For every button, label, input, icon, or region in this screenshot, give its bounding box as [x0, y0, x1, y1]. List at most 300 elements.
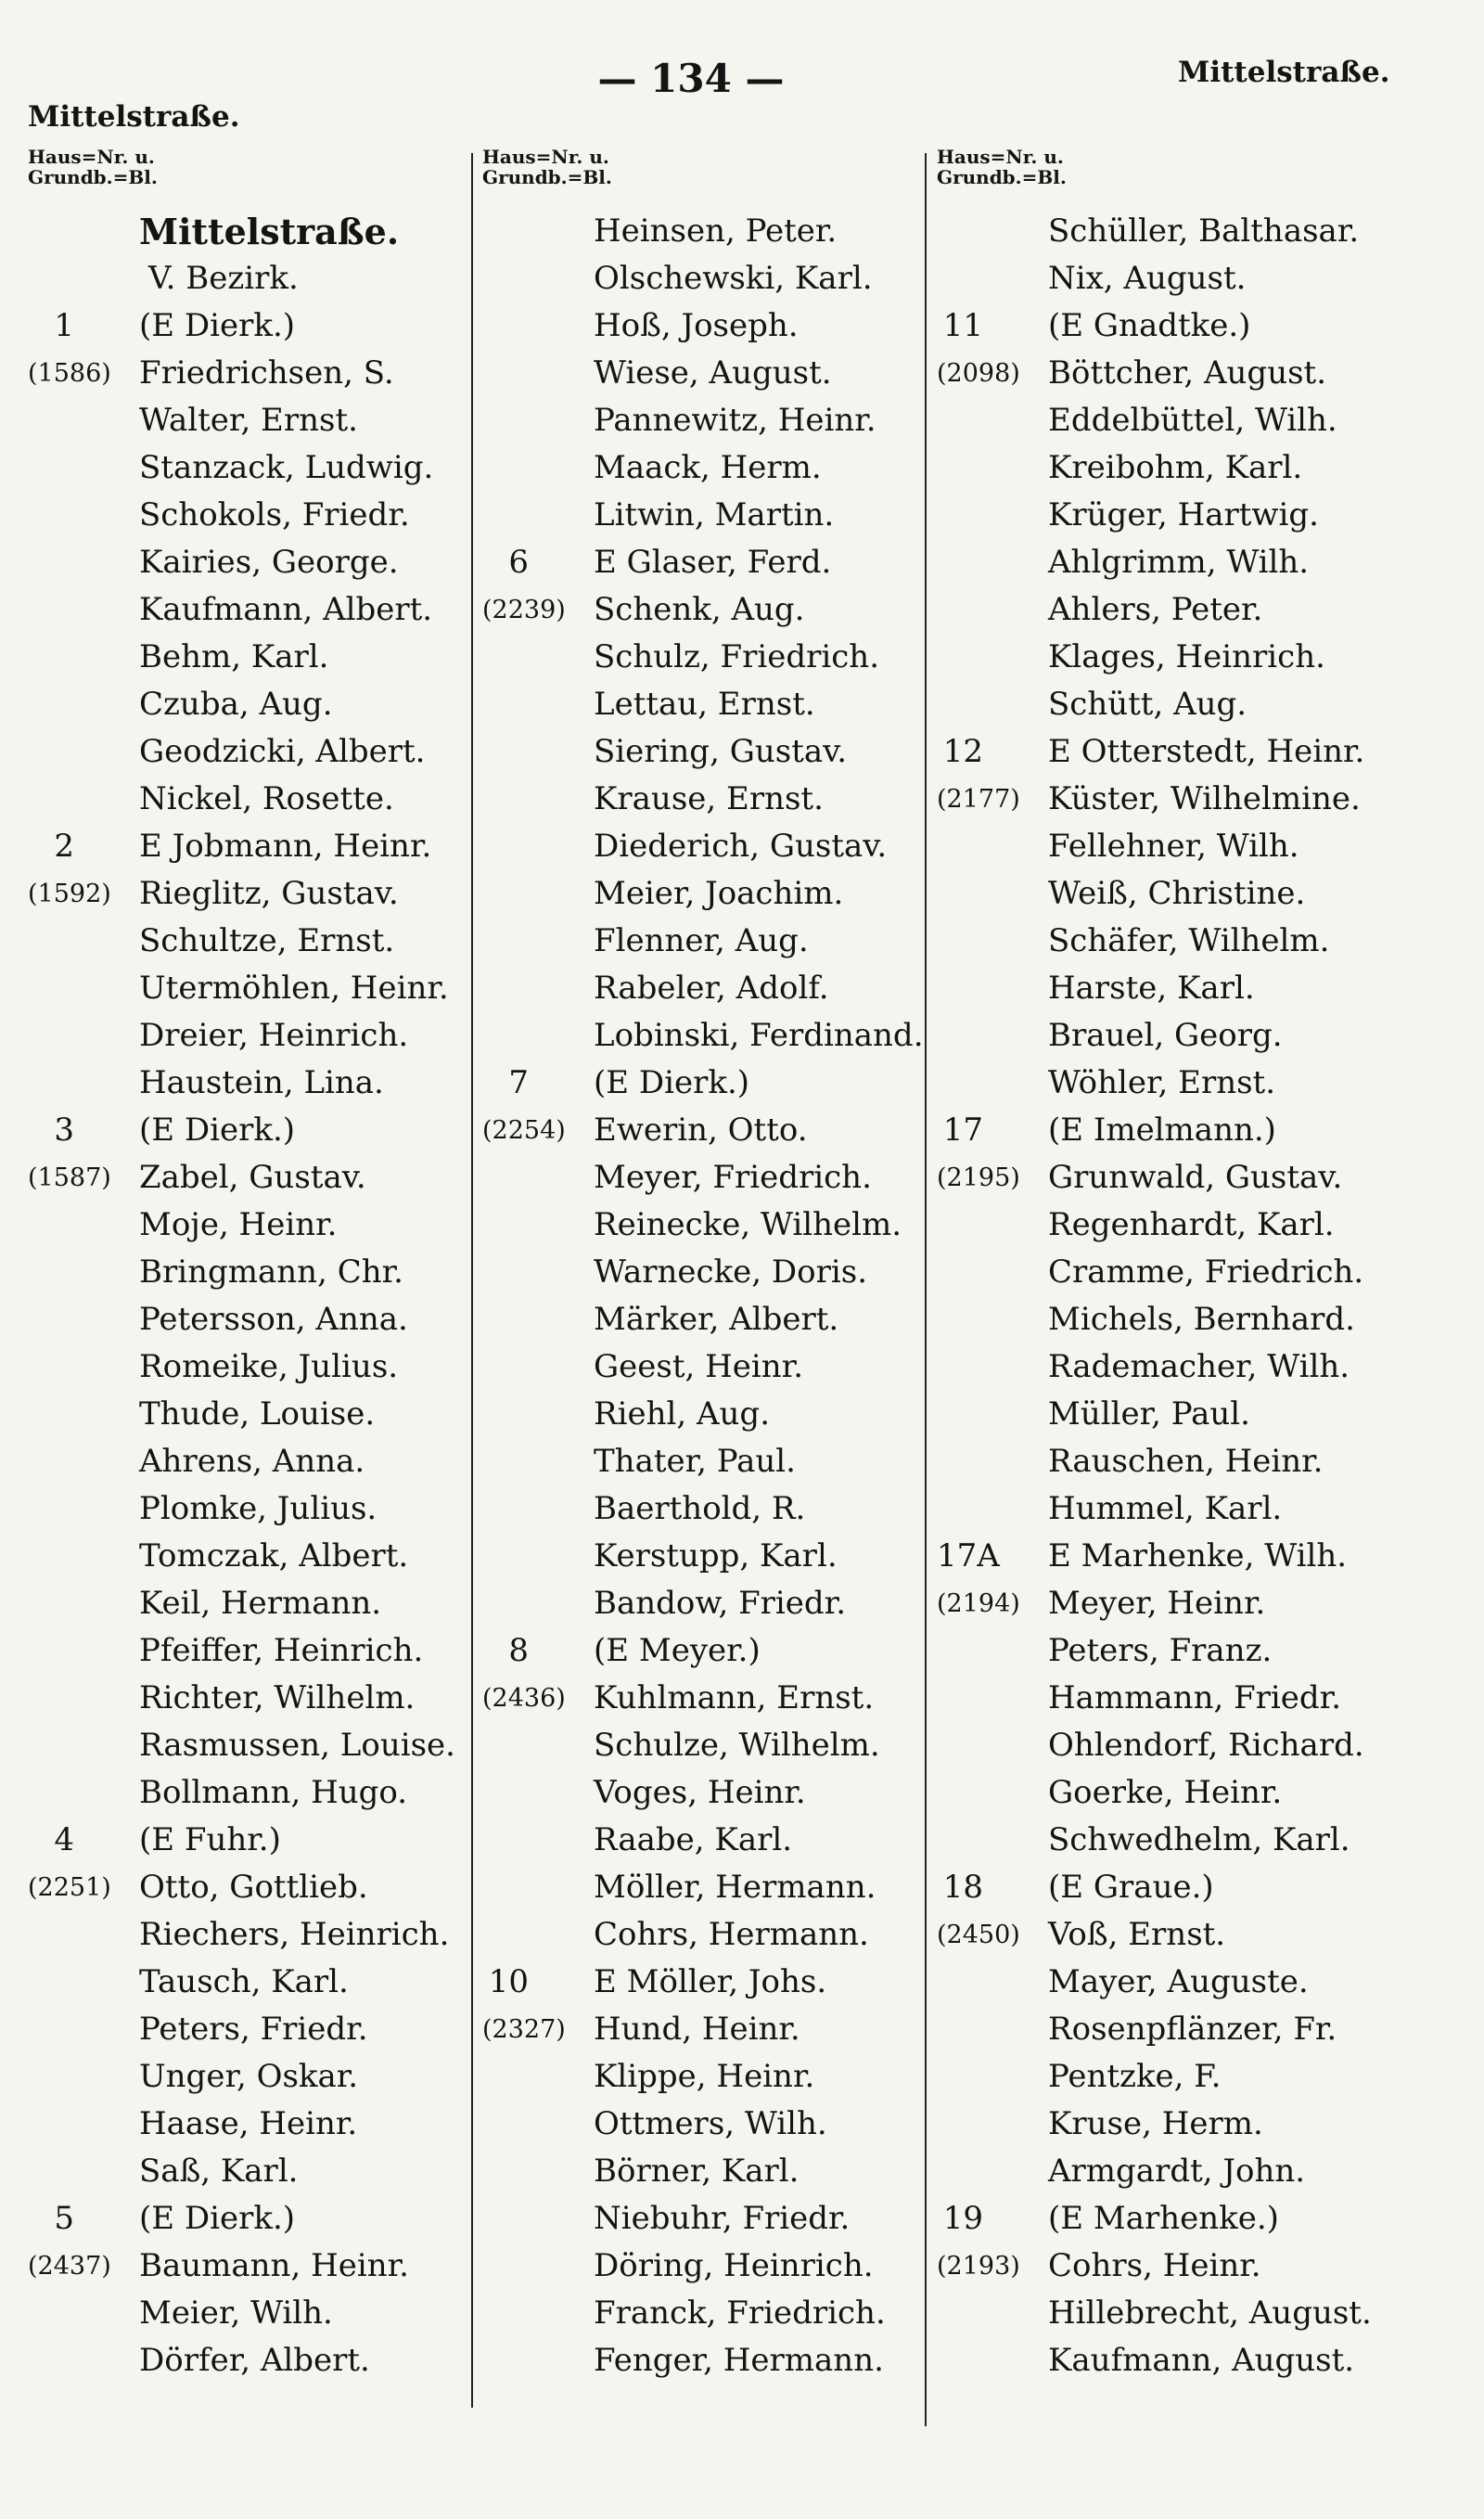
directory-line — [482, 2337, 918, 2384]
column-head-line2: Grundb.=Bl. — [28, 166, 158, 188]
directory-line — [937, 2337, 1373, 2384]
house-number: 3 — [54, 1112, 74, 1149]
directory-line — [937, 1959, 1373, 2006]
directory-line — [937, 2148, 1373, 2195]
directory-line — [937, 776, 1373, 823]
resident-name: Geest, Heinr. — [594, 1348, 803, 1385]
resident-name: Klippe, Heinr. — [594, 2058, 815, 2095]
house-entry: (E Dierk.) — [139, 1112, 296, 1149]
resident-name: Cohrs, Hermann. — [594, 1916, 869, 1953]
resident-name: Hoß, Joseph. — [594, 307, 799, 344]
directory-line — [937, 681, 1373, 728]
resident-name: Lettau, Ernst. — [594, 686, 815, 723]
resident-name: Czuba, Aug. — [139, 686, 333, 723]
entry-list — [28, 302, 464, 2384]
resident-name: Krüger, Hartwig. — [1048, 496, 1319, 533]
directory-line — [937, 2101, 1373, 2148]
resident-name: Kairies, George. — [139, 544, 399, 581]
directory-line — [482, 1675, 918, 1722]
column-head — [937, 147, 1373, 208]
directory-line — [937, 492, 1373, 539]
resident-name: Schüller, Balthasar. — [1048, 212, 1360, 250]
directory-line — [28, 444, 464, 492]
directory-line — [937, 539, 1373, 586]
resident-name: Behm, Karl. — [139, 638, 329, 675]
plot-number: (2177) — [937, 785, 1020, 814]
directory-line — [937, 1911, 1373, 1959]
directory-line — [28, 1769, 464, 1817]
house-entry: (E Marhenke.) — [1048, 2200, 1279, 2237]
resident-name: Unger, Oskar. — [139, 2058, 359, 2095]
resident-name: Fenger, Hermann. — [594, 2342, 884, 2379]
resident-name: Walter, Ernst. — [139, 402, 358, 439]
directory-line — [28, 728, 464, 776]
directory-line — [482, 634, 918, 681]
resident-name: Rauschen, Heinr. — [1048, 1443, 1324, 1480]
column-rule — [471, 153, 473, 2408]
resident-name: Haustein, Lina. — [139, 1064, 384, 1101]
directory-line — [482, 1438, 918, 1485]
resident-name: Meier, Joachim. — [594, 875, 844, 912]
resident-name: Möller, Hermann. — [594, 1869, 876, 1906]
resident-name: Schäfer, Wilhelm. — [1048, 922, 1330, 959]
resident-name: Armgardt, John. — [1048, 2153, 1306, 2190]
plot-number: (2251) — [28, 1873, 111, 1902]
resident-name: Wöhler, Ernst. — [1048, 1064, 1276, 1101]
house-entry: (E Dierk.) — [139, 307, 296, 344]
resident-name: Meyer, Heinr. — [1048, 1585, 1266, 1622]
resident-name: Friedrichsen, S. — [139, 354, 394, 392]
directory-line — [28, 1060, 464, 1107]
directory-line — [482, 1580, 918, 1627]
resident-name: Tausch, Karl. — [139, 1963, 349, 2000]
directory-line — [937, 255, 1373, 302]
column-head-line1: Haus=Nr. u. — [937, 146, 1064, 168]
resident-name: Döring, Heinrich. — [594, 2247, 874, 2284]
directory-line — [28, 350, 464, 397]
resident-name: Flenner, Aug. — [594, 922, 809, 959]
directory-line — [482, 1817, 918, 1864]
resident-name: Plomke, Julius. — [139, 1490, 377, 1527]
directory-line — [937, 2290, 1373, 2337]
resident-name: Raabe, Karl. — [594, 1821, 793, 1858]
resident-name: Rieglitz, Gustav. — [139, 875, 399, 912]
directory-line — [28, 1533, 464, 1580]
directory-line — [937, 2195, 1373, 2243]
house-entry: E Möller, Johs. — [594, 1963, 827, 2000]
directory-line — [28, 1202, 464, 1249]
resident-name: Küster, Wilhelmine. — [1048, 780, 1361, 817]
directory-line — [482, 728, 918, 776]
resident-name: Harste, Karl. — [1048, 970, 1255, 1007]
resident-name: Riechers, Heinrich. — [139, 1916, 450, 1953]
resident-name: Schwedhelm, Karl. — [1048, 1821, 1350, 1858]
directory-line — [937, 870, 1373, 918]
house-number: 19 — [942, 2200, 983, 2237]
house-number: 1 — [54, 307, 74, 344]
directory-line — [937, 1154, 1373, 1202]
resident-name: Goerke, Heinr. — [1048, 1774, 1283, 1811]
resident-name: Franck, Friedrich. — [594, 2294, 886, 2332]
directory-line — [482, 586, 918, 634]
resident-name: Wiese, August. — [594, 354, 832, 392]
directory-line — [937, 728, 1373, 776]
directory-line — [28, 2243, 464, 2290]
directory-line — [28, 1580, 464, 1627]
resident-name: Regenhardt, Karl. — [1048, 1206, 1335, 1243]
resident-name: Ohlendorf, Richard. — [1048, 1727, 1364, 1764]
directory-line — [28, 1627, 464, 1675]
resident-name: Kreibohm, Karl. — [1048, 449, 1303, 486]
house-number: 8 — [508, 1632, 529, 1669]
directory-line — [28, 2337, 464, 2384]
resident-name: Cohrs, Heinr. — [1048, 2247, 1261, 2284]
plot-number: (2450) — [937, 1921, 1020, 1949]
directory-line — [28, 1959, 464, 2006]
district-label: V. Bezirk. — [148, 260, 299, 297]
resident-name: Klages, Heinrich. — [1048, 638, 1325, 675]
directory-line — [937, 1391, 1373, 1438]
directory-line — [28, 1296, 464, 1343]
resident-name: Petersson, Anna. — [139, 1301, 408, 1338]
resident-name: Fellehner, Wilh. — [1048, 828, 1299, 865]
house-number: 10 — [488, 1963, 529, 2000]
house-entry: (E Dierk.) — [594, 1064, 750, 1101]
directory-line — [937, 1485, 1373, 1533]
directory-line — [937, 2006, 1373, 2053]
directory-line — [482, 1012, 924, 1060]
running-header-right: Mittelstraße. — [1178, 56, 1390, 89]
directory-line — [482, 2243, 918, 2290]
directory-line — [28, 823, 464, 870]
directory-line — [937, 1722, 1373, 1769]
plot-number: (1586) — [28, 359, 111, 388]
house-number: 11 — [942, 307, 983, 344]
directory-line — [28, 634, 464, 681]
column-head — [482, 147, 918, 208]
directory-line — [482, 2148, 918, 2195]
resident-name: Otto, Gottlieb. — [139, 1869, 368, 1906]
plot-number: (2239) — [482, 596, 566, 624]
directory-line — [482, 1769, 918, 1817]
directory-line — [482, 539, 918, 586]
resident-name: Dreier, Heinrich. — [139, 1017, 409, 1054]
resident-name: Grunwald, Gustav. — [1048, 1159, 1343, 1196]
resident-name: Voß, Ernst. — [1048, 1916, 1226, 1953]
directory-line — [28, 1864, 464, 1911]
resident-name: Maack, Herm. — [594, 449, 822, 486]
column-head-line1: Haus=Nr. u. — [28, 146, 155, 168]
resident-name: Moje, Heinr. — [139, 1206, 338, 1243]
directory-line — [28, 1438, 464, 1485]
resident-name: Mayer, Auguste. — [1048, 1963, 1309, 2000]
directory-line — [28, 776, 464, 823]
directory-line — [482, 302, 918, 350]
resident-name: Bollmann, Hugo. — [139, 1774, 408, 1811]
resident-name: Ahlers, Peter. — [1048, 591, 1263, 628]
resident-name: Riehl, Aug. — [594, 1395, 771, 1433]
directory-line — [482, 1533, 918, 1580]
resident-name: Rabeler, Adolf. — [594, 970, 829, 1007]
running-header-left: Mittelstraße. — [28, 100, 240, 134]
resident-name: Bringmann, Chr. — [139, 1253, 403, 1291]
column-rule — [925, 153, 927, 2426]
directory-line — [937, 1249, 1373, 1296]
house-number: 12 — [942, 733, 983, 770]
directory-line — [937, 586, 1373, 634]
directory-line — [937, 1864, 1373, 1911]
resident-name: Rosenpflänzer, Fr. — [1048, 2011, 1337, 2048]
resident-name: Baumann, Heinr. — [139, 2247, 409, 2284]
directory-line — [482, 1485, 918, 1533]
resident-name: Schenk, Aug. — [594, 591, 805, 628]
directory-line — [482, 2006, 918, 2053]
directory-line — [28, 1012, 464, 1060]
directory-line — [482, 208, 918, 255]
resident-name: Meier, Wilh. — [139, 2294, 333, 2332]
directory-line — [937, 1817, 1373, 1864]
directory-line — [937, 1107, 1373, 1154]
house-entry: E Otterstedt, Heinr. — [1048, 733, 1365, 770]
directory-line — [482, 918, 918, 965]
house-entry: (E Graue.) — [1048, 1869, 1214, 1906]
resident-name: Reinecke, Wilhelm. — [594, 1206, 902, 1243]
directory-line — [28, 1485, 464, 1533]
resident-name: Brauel, Georg. — [1048, 1017, 1283, 1054]
directory-line — [937, 918, 1373, 965]
directory-line — [482, 2053, 918, 2101]
directory-line — [482, 870, 918, 918]
plot-number: (2437) — [28, 2252, 111, 2281]
directory-line — [937, 1296, 1373, 1343]
directory-line — [482, 492, 918, 539]
directory-line — [937, 1012, 1373, 1060]
directory-line — [482, 444, 918, 492]
house-entry: (E Imelmann.) — [1048, 1112, 1276, 1149]
column-head-line1: Haus=Nr. u. — [482, 146, 609, 168]
directory-line — [28, 965, 464, 1012]
house-number: 6 — [508, 544, 529, 581]
directory-line — [482, 2101, 918, 2148]
resident-name: Märker, Albert. — [594, 1301, 839, 1338]
resident-name: Haase, Heinr. — [139, 2105, 358, 2142]
plot-number: (2098) — [937, 359, 1020, 388]
column-1 — [28, 147, 464, 2384]
plot-number: (1587) — [28, 1163, 111, 1192]
resident-name: Peters, Franz. — [1048, 1632, 1273, 1669]
directory-line — [937, 1438, 1373, 1485]
resident-name: Ahrens, Anna. — [139, 1443, 365, 1480]
page-number: — 134 — — [597, 56, 785, 101]
directory-line — [937, 634, 1373, 681]
directory-line — [482, 1154, 918, 1202]
house-number: 7 — [508, 1064, 529, 1101]
directory-line — [937, 1627, 1373, 1675]
resident-name: Kruse, Herm. — [1048, 2105, 1263, 2142]
resident-name: Hammann, Friedr. — [1048, 1679, 1342, 1716]
resident-name: Zabel, Gustav. — [139, 1159, 366, 1196]
house-number: 4 — [54, 1821, 74, 1858]
directory-line — [482, 1391, 918, 1438]
resident-name: Stanzack, Ludwig. — [139, 449, 434, 486]
resident-name: Kerstupp, Karl. — [594, 1537, 838, 1574]
resident-name: Meyer, Friedrich. — [594, 1159, 872, 1196]
directory-line — [28, 681, 464, 728]
column-2 — [482, 146, 924, 2384]
directory-line — [28, 1817, 464, 1864]
directory-line — [28, 2195, 464, 2243]
resident-name: Eddelbüttel, Wilh. — [1048, 402, 1337, 439]
resident-name: Keil, Hermann. — [139, 1585, 382, 1622]
column-head-line2: Grundb.=Bl. — [482, 166, 612, 188]
directory-line — [937, 302, 1373, 350]
directory-line — [937, 1343, 1373, 1391]
directory-line — [28, 586, 464, 634]
directory-line — [937, 823, 1373, 870]
resident-name: Lobinski, Ferdinand. — [594, 1017, 924, 1054]
directory-line — [937, 1675, 1373, 1722]
house-entry: E Jobmann, Heinr. — [139, 828, 432, 865]
house-number: 18 — [942, 1869, 983, 1906]
column-head — [28, 147, 464, 208]
resident-name: Pentzke, F. — [1048, 2058, 1222, 2095]
resident-name: Rademacher, Wilh. — [1048, 1348, 1350, 1385]
house-entry: E Glaser, Ferd. — [594, 544, 832, 581]
resident-name: Hillebrecht, August. — [1048, 2294, 1372, 2332]
resident-name: Müller, Paul. — [1048, 1395, 1250, 1433]
house-number: 17 — [942, 1112, 983, 1149]
directory-line — [937, 1202, 1373, 1249]
directory-line — [28, 1722, 464, 1769]
directory-line — [937, 397, 1373, 444]
house-number: 2 — [54, 828, 74, 865]
resident-name: Krause, Ernst. — [594, 780, 824, 817]
entry-list — [482, 208, 924, 2384]
house-entry: (E Dierk.) — [139, 2200, 296, 2237]
directory-line — [482, 1249, 918, 1296]
directory-line — [482, 965, 918, 1012]
resident-name: Schokols, Friedr. — [139, 496, 410, 533]
resident-name: Baerthold, R. — [594, 1490, 806, 1527]
directory-line — [28, 918, 464, 965]
resident-name: Börner, Karl. — [594, 2153, 800, 2190]
resident-name: Bandow, Friedr. — [594, 1585, 846, 1622]
column-head-line2: Grundb.=Bl. — [937, 166, 1067, 188]
plot-number: (2254) — [482, 1116, 566, 1145]
plot-number: (2327) — [482, 2015, 566, 2044]
directory-line — [28, 1107, 464, 1154]
directory-line — [937, 1533, 1373, 1580]
resident-name: Schultze, Ernst. — [139, 922, 395, 959]
resident-name: Nickel, Rosette. — [139, 780, 394, 817]
directory-line — [482, 681, 918, 728]
resident-name: Michels, Bernhard. — [1048, 1301, 1355, 1338]
resident-name: Warnecke, Doris. — [594, 1253, 868, 1291]
plot-number: (2194) — [937, 1589, 1020, 1618]
directory-line — [482, 1202, 918, 1249]
resident-name: Schulze, Wilhelm. — [594, 1727, 880, 1764]
directory-line — [482, 350, 918, 397]
directory-line — [482, 255, 918, 302]
resident-name: Schütt, Aug. — [1048, 686, 1247, 723]
resident-name: Utermöhlen, Heinr. — [139, 970, 449, 1007]
directory-line — [937, 1580, 1373, 1627]
house-entry: (E Meyer.) — [594, 1632, 761, 1669]
resident-name: Kaufmann, Albert. — [139, 591, 433, 628]
resident-name: Voges, Heinr. — [594, 1774, 806, 1811]
resident-name: Romeike, Julius. — [139, 1348, 399, 1385]
directory-line — [482, 1296, 918, 1343]
directory-line — [28, 492, 464, 539]
plot-number: (2193) — [937, 2252, 1020, 2281]
directory-line — [28, 1675, 464, 1722]
resident-name: Richter, Wilhelm. — [139, 1679, 416, 1716]
resident-name: Saß, Karl. — [139, 2153, 299, 2190]
resident-name: Pannewitz, Heinr. — [594, 402, 876, 439]
resident-name: Kuhlmann, Ernst. — [594, 1679, 875, 1716]
directory-line — [28, 2006, 464, 2053]
directory-line — [28, 2053, 464, 2101]
resident-name: Peters, Friedr. — [139, 2011, 368, 2048]
plot-number: (1592) — [28, 880, 111, 908]
directory-line — [482, 397, 918, 444]
directory-line — [937, 1060, 1373, 1107]
directory-line — [482, 776, 918, 823]
house-number: 5 — [54, 2200, 74, 2237]
directory-line — [482, 2195, 918, 2243]
directory-line — [482, 823, 918, 870]
resident-name: Olschewski, Karl. — [594, 260, 873, 297]
resident-name: Thater, Paul. — [594, 1443, 796, 1480]
resident-name: Böttcher, August. — [1048, 354, 1327, 392]
resident-name: Hund, Heinr. — [594, 2011, 800, 2048]
resident-name: Cramme, Friedrich. — [1048, 1253, 1364, 1291]
directory-line — [28, 2148, 464, 2195]
directory-line — [937, 208, 1373, 255]
directory-line — [28, 1343, 464, 1391]
house-entry: (E Gnadtke.) — [1048, 307, 1251, 344]
directory-line — [937, 444, 1373, 492]
resident-name: Ottmers, Wilh. — [594, 2105, 827, 2142]
directory-line — [482, 1107, 918, 1154]
resident-name: Litwin, Martin. — [594, 496, 835, 533]
house-entry: (E Fuhr.) — [139, 1821, 281, 1858]
directory-line — [482, 1959, 918, 2006]
directory-line — [482, 1911, 918, 1959]
resident-name: Rasmussen, Louise. — [139, 1727, 455, 1764]
resident-name: Thude, Louise. — [139, 1395, 376, 1433]
resident-name: Dörfer, Albert. — [139, 2342, 370, 2379]
directory-line — [482, 1864, 918, 1911]
directory-line — [482, 1722, 918, 1769]
directory-line — [482, 2290, 918, 2337]
directory-line — [28, 1911, 464, 1959]
street-title: Mittelstraße. — [139, 211, 400, 252]
resident-name: Kaufmann, August. — [1048, 2342, 1355, 2379]
directory-line — [937, 1769, 1373, 1817]
house-number: 17A — [937, 1537, 1000, 1574]
directory-line — [28, 1154, 464, 1202]
house-entry: E Marhenke, Wilh. — [1048, 1537, 1348, 1574]
directory-line — [937, 350, 1373, 397]
resident-name: Ahlgrimm, Wilh. — [1048, 544, 1310, 581]
directory-line — [28, 1391, 464, 1438]
directory-line — [28, 539, 464, 586]
directory-line — [937, 2053, 1373, 2101]
resident-name: Tomczak, Albert. — [139, 1537, 409, 1574]
directory-line — [28, 870, 464, 918]
directory-line — [482, 1343, 918, 1391]
